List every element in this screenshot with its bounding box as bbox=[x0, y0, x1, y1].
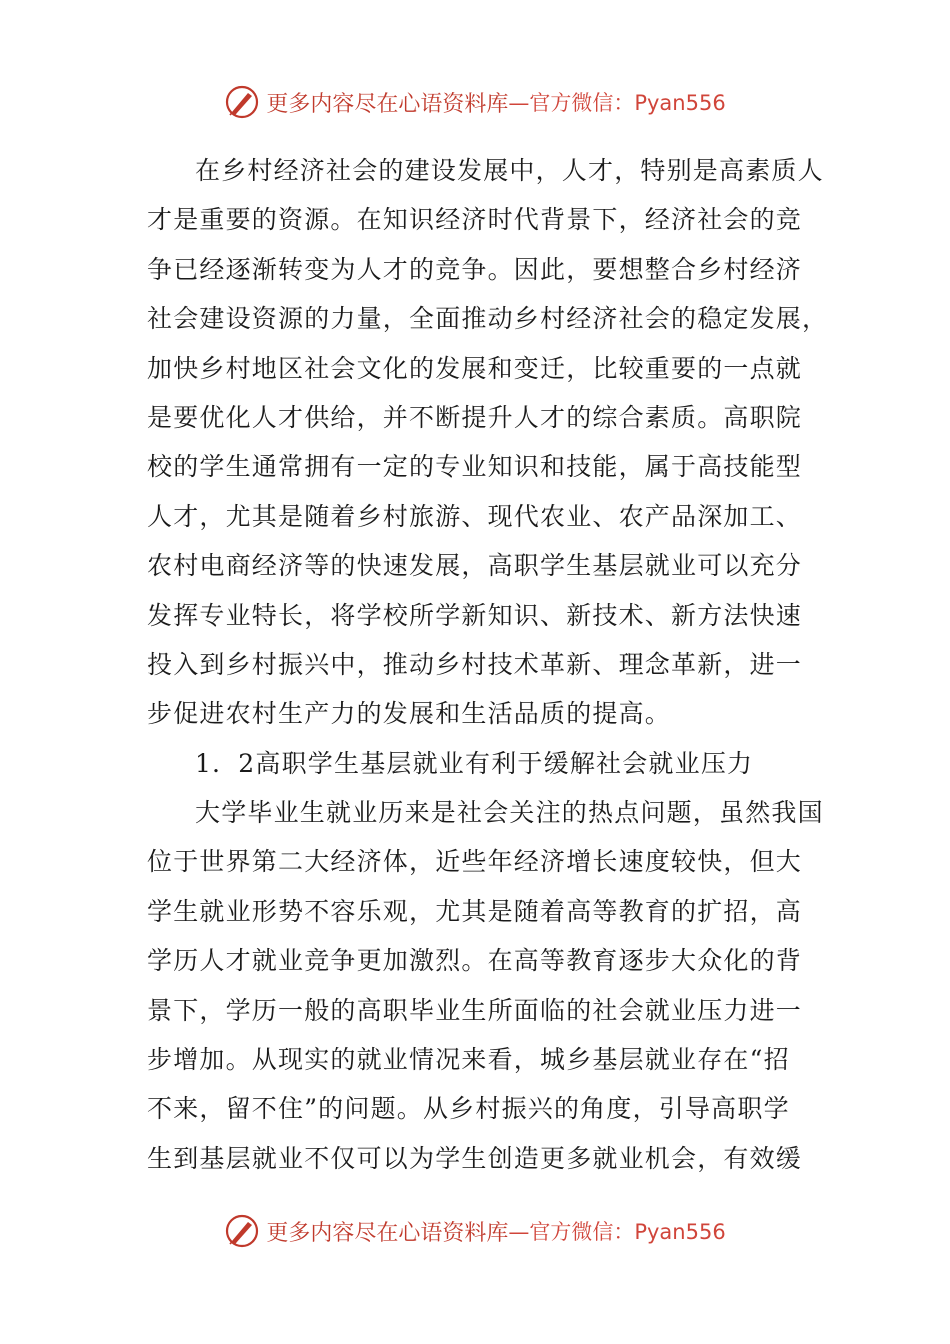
section-heading: 1．2高职学生基层就业有利于缓解社会就业压力 bbox=[195, 748, 754, 778]
text-line: 校的学生通常拥有一定的专业知识和技能，属于高技能型 bbox=[147, 452, 803, 482]
text-line: 社会建设资源的力量，全面推动乡村经济社会的稳定发展， bbox=[147, 304, 829, 334]
pen-quill-logo-icon bbox=[224, 1213, 260, 1249]
watermark-title: 更多内容尽在心语资料库 bbox=[266, 91, 509, 117]
text-line: 大学毕业生就业历来是社会关注的热点问题，虽然我国 bbox=[195, 798, 824, 828]
text-line: 学历人才就业竞争更加激烈。在高等教育逐步大众化的背 bbox=[147, 946, 803, 976]
text-line: 景下，学历一般的高职毕业生所面临的社会就业压力进一 bbox=[147, 995, 803, 1025]
text-line: 步促进农村生产力的发展和生活品质的提高。 bbox=[147, 699, 672, 729]
text-line: 不来，留不住”的问题。从乡村振兴的角度，引导高职学 bbox=[147, 1094, 790, 1124]
text-line: 在乡村经济社会的建设发展中，人才，特别是高素质人 bbox=[195, 156, 824, 185]
text-line: 发挥专业特长，将学校所学新知识、新技术、新方法快速 bbox=[147, 600, 803, 630]
header-watermark bbox=[0, 78, 950, 126]
text-line: 争已经逐渐转变为人才的竞争。因此，要想整合乡村经济 bbox=[147, 254, 803, 284]
text-line: 才是重要的资源。在知识经济时代背景下，经济社会的竞 bbox=[147, 205, 803, 235]
text-line: 投入到乡村振兴中，推动乡村技术革新、理念革新，进一 bbox=[147, 649, 803, 679]
text-line: 步增加。从现实的就业情况来看，城乡基层就业存在“招 bbox=[147, 1045, 790, 1075]
watermark-contact: —官方微信：Pyan556 bbox=[508, 1220, 726, 1244]
text-line: 学生就业形势不容乐观，尤其是随着高等教育的扩招，高 bbox=[147, 896, 803, 926]
footer-watermark bbox=[0, 1207, 950, 1255]
text-line: 生到基层就业不仅可以为学生创造更多就业机会，有效缓 bbox=[147, 1143, 803, 1173]
watermark-contact: —官方微信：Pyan556 bbox=[508, 91, 726, 115]
text-line: 人才，尤其是随着乡村旅游、现代农业、农产品深加工、 bbox=[147, 501, 803, 531]
pen-quill-logo-icon bbox=[224, 84, 260, 120]
text-line: 位于世界第二大经济体，近些年经济增长速度较快，但大 bbox=[147, 847, 803, 877]
text-line: 农村电商经济等的快速发展，高职学生基层就业可以充分 bbox=[147, 551, 803, 581]
document-body bbox=[147, 146, 829, 1183]
watermark-title: 更多内容尽在心语资料库 bbox=[266, 1220, 509, 1246]
text-line: 是要优化人才供给，并不断提升人才的综合素质。高职院 bbox=[147, 402, 803, 432]
text-line: 加快乡村地区社会文化的发展和变迁，比较重要的一点就 bbox=[147, 353, 803, 383]
